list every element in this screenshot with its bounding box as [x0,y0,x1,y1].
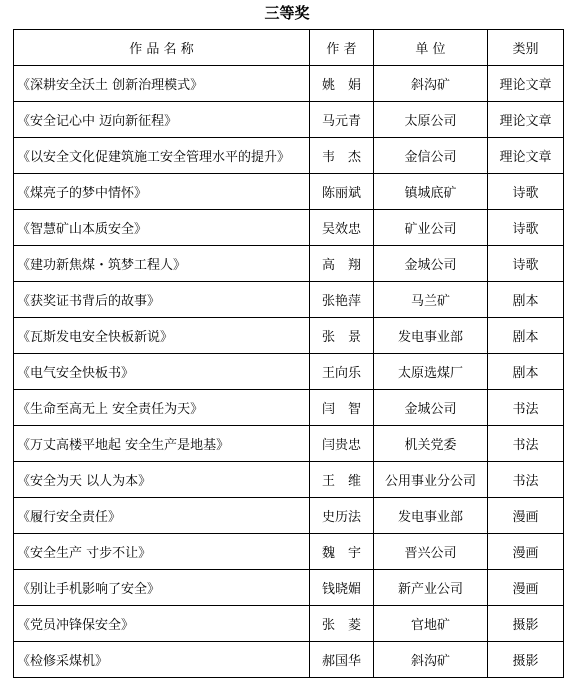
work-title-cell: 《履行安全责任》 [14,498,310,534]
unit-cell: 矿业公司 [374,210,488,246]
table-header-row [14,30,564,66]
unit-cell: 金城公司 [374,390,488,426]
table-row [14,210,564,246]
category-cell: 书法 [488,462,564,498]
author-cell: 马元青 [310,102,374,138]
unit-cell: 斜沟矿 [374,66,488,102]
work-title-cell: 《获奖证书背后的故事》 [14,282,310,318]
work-title-cell: 《生命至高无上 安全责任为天》 [14,390,310,426]
author-cell: 高 翔 [310,246,374,282]
author-cell: 吴效忠 [310,210,374,246]
category-cell: 剧本 [488,282,564,318]
header-unit: 单 位 [374,30,488,66]
work-title-cell: 《检修采煤机》 [14,642,310,678]
unit-cell: 机关党委 [374,426,488,462]
table-row [14,570,564,606]
work-title-cell: 《建功新焦煤・筑梦工程人》 [14,246,310,282]
work-title-cell: 《安全生产 寸步不让》 [14,534,310,570]
work-title-cell: 《以安全文化促建筑施工安全管理水平的提升》 [14,138,310,174]
unit-cell: 官地矿 [374,606,488,642]
header-category: 类别 [488,30,564,66]
table-row [14,606,564,642]
unit-cell: 金城公司 [374,246,488,282]
table-row [14,642,564,678]
author-cell: 张艳萍 [310,282,374,318]
unit-cell: 斜沟矿 [374,642,488,678]
author-cell: 姚 娟 [310,66,374,102]
table-row [14,282,564,318]
category-cell: 摄影 [488,642,564,678]
category-cell: 摄影 [488,606,564,642]
category-cell: 漫画 [488,534,564,570]
author-cell: 陈丽斌 [310,174,374,210]
author-cell: 魏 宇 [310,534,374,570]
author-cell: 王 维 [310,462,374,498]
unit-cell: 镇城底矿 [374,174,488,210]
category-cell: 漫画 [488,570,564,606]
author-cell: 王向乐 [310,354,374,390]
category-cell: 理论文章 [488,66,564,102]
award-level-title: 三等奖 [264,4,310,22]
table-row [14,390,564,426]
table-row [14,318,564,354]
author-cell: 韦 杰 [310,138,374,174]
author-cell: 史历法 [310,498,374,534]
unit-cell: 金信公司 [374,138,488,174]
author-cell: 闫贵忠 [310,426,374,462]
category-cell: 诗歌 [488,174,564,210]
work-title-cell: 《安全为天 以人为本》 [14,462,310,498]
awards-table [13,29,564,678]
category-cell: 书法 [488,390,564,426]
category-cell: 诗歌 [488,210,564,246]
work-title-cell: 《安全记心中 迈向新征程》 [14,102,310,138]
table-row [14,498,564,534]
author-cell: 张 菱 [310,606,374,642]
unit-cell: 公用事业分公司 [374,462,488,498]
table-row [14,66,564,102]
category-cell: 理论文章 [488,138,564,174]
awards-table-body [14,66,564,678]
category-cell: 理论文章 [488,102,564,138]
author-cell: 郝国华 [310,642,374,678]
category-cell: 剧本 [488,354,564,390]
author-cell: 张 景 [310,318,374,354]
work-title-cell: 《电气安全快板书》 [14,354,310,390]
unit-cell: 新产业公司 [374,570,488,606]
category-cell: 书法 [488,426,564,462]
table-row [14,534,564,570]
table-row [14,354,564,390]
unit-cell: 马兰矿 [374,282,488,318]
category-cell: 漫画 [488,498,564,534]
category-cell: 剧本 [488,318,564,354]
category-cell: 诗歌 [488,246,564,282]
author-cell: 钱晓媚 [310,570,374,606]
work-title-cell: 《深耕安全沃土 创新治理模式》 [14,66,310,102]
header-work: 作 品 名 称 [14,30,310,66]
unit-cell: 发电事业部 [374,318,488,354]
work-title-cell: 《党员冲锋保安全》 [14,606,310,642]
work-title-cell: 《别让手机影响了安全》 [14,570,310,606]
unit-cell: 晋兴公司 [374,534,488,570]
work-title-cell: 《万丈高楼平地起 安全生产是地基》 [14,426,310,462]
table-row [14,426,564,462]
unit-cell: 太原公司 [374,102,488,138]
work-title-cell: 《智慧矿山本质安全》 [14,210,310,246]
table-row [14,138,564,174]
work-title-cell: 《煤亮子的梦中情怀》 [14,174,310,210]
work-title-cell: 《瓦斯发电安全快板新说》 [14,318,310,354]
unit-cell: 太原选煤厂 [374,354,488,390]
table-row [14,102,564,138]
table-row [14,462,564,498]
table-row [14,246,564,282]
table-row [14,174,564,210]
header-author: 作 者 [310,30,374,66]
unit-cell: 发电事业部 [374,498,488,534]
author-cell: 闫 智 [310,390,374,426]
